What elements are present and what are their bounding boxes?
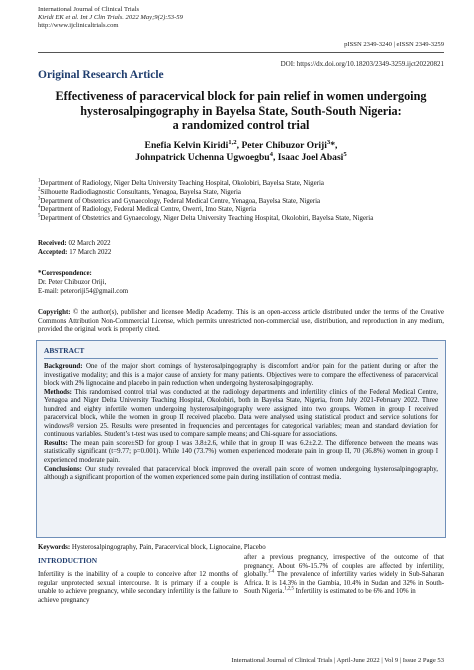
dates <box>38 240 111 258</box>
affiliation: $^2$Silhouette Radiodiagnostic Consultants, Yenagoa, Bayelsa State, Nigeria <box>38 187 241 196</box>
intro-left-column <box>38 571 238 611</box>
intro-paragraph: Infertility is the inability of a couple to conceive after 12 months of regular unprotected sexual intercourse. It is primary if a couple is unable to achieve pregnancy, while secondary infertility is the failure to achieve pregnancy <box>38 571 238 604</box>
affiliation: $^4$Department of Radiology, Federal Medical Centre, Owerri, Imo State, Nigeria <box>38 205 257 214</box>
keywords: Keywords: Hysterosalpingography, Pain, Paracervical block, Lignocaine, Placebo <box>38 544 266 551</box>
affiliations <box>38 180 444 224</box>
affiliation: $^3$Department of Obstetrics and Gynaecology, Federal Medical Centre, Yenagoa, Bayelsa State, Nigeria <box>38 196 321 205</box>
introduction-heading: INTRODUCTION <box>38 556 98 565</box>
abstract-conclusions: Conclusions: Our study revealed that paracervical block improved the overall pain score of women undergoing hysterosalpingography, although a significant proportion of the women experienced some pain during instillation of contrast media. <box>44 465 438 482</box>
doi[interactable]: DOI: https://dx.doi.org/10.18203/2349-3259.ijct20220821 <box>280 60 444 68</box>
journal-name: International Journal of Clinical Trials <box>38 6 140 13</box>
accepted-date: Accepted: 17 March 2022 <box>38 248 112 256</box>
title-line: hysterosalpingography in Bayelsa State, South-South Nigeria: <box>80 103 402 118</box>
intro-paragraph: after a previous pregnancy, irrespective of the outcome of that pregnancy. About 6%-15.7% of couples are affected by infertility, globally.$^{1-4}$ The prevalence of infertility varies widely in Sub-Saharan Africa. It is 14.3% in the Gambia, 10.4% in Sudan and 32% in South-South Nigeria.$^{1,2,5}$ Infertility is estimated to be 6% and 10% in <box>244 554 444 596</box>
authors-line-2: Johnpatrick Uchenna Ugwoegbu$^4$, Isaac Joel Abasi$^5$ <box>135 150 347 163</box>
abstract-heading: ABSTRACT <box>44 346 438 359</box>
title-line: a randomized control trial <box>172 118 310 133</box>
received-date: Received: 02 March 2022 <box>38 240 111 247</box>
article-type: Original Research Article <box>38 69 164 81</box>
abstract-methods: Methods: This randomised control trial was conducted at the radiology departments and infertility clinics of the Federal Medical Centre, Yenagoa and Niger Delta University Teaching Hospital, Okolobiri, both in Bayelsa State, Nigeria, from July 2021-February 2022. Three hundred and eighty infertile women undergoing hysterosalpingography were assigned into two groups. Women in group I received paracervical block, while the women in group II received placebo. Data were analysed using statistical product and service solutions for windows® version 25. Results were presented in frequencies and percentages for categorical variables; mean and standard deviation for continuous variables. Student’s t-test was used to compare sample means; and Chi-square for associations. <box>44 388 438 439</box>
header-divider <box>38 52 444 53</box>
copyright: Copyright: © the author(s), publisher and licensee Medip Academy. This is an open-access article distributed under the terms of the Creative Commons Attribution Non-Commercial License, which permits unrestricted non-commercial use, distribution, and reproduction in any medium, provided the original work is properly cited. <box>38 309 444 334</box>
correspondence-name: Dr. Peter Chibuzor Oriji, <box>38 278 107 286</box>
authors-line-1: Enefia Kelvin Kiridi$^{1,2}$, Peter Chibuzor Oriji$^3$*, <box>144 138 338 151</box>
affiliation: $^5$Department of Obstetrics and Gynaecology, Niger Delta University Teaching Hospital, Okolobiri, Bayelsa State, Nigeria <box>38 213 374 223</box>
paper-title <box>38 89 444 133</box>
abstract-results: Results: The mean pain score±SD for group I was 3.8±2.6, while that in group II was 6.2±2.2. The difference between the means was statistically significant (t=9.77; p=0.001). While 140 (73.7%) women experienced moderate pain in group II, 70 (36.8%) women in group I experienced moderate pain. <box>44 439 438 465</box>
citation: Kiridi EK et al. Int J Clin Trials. 2022 May;9(2):53-59 <box>38 14 183 22</box>
affiliation: $^1$Department of Radiology, Niger Delta University Teaching Hospital, Okolobiri, Bayelsa State, Nigeria <box>38 178 324 187</box>
correspondence-label: *Correspondence: <box>38 270 92 277</box>
issn: pISSN 2349-3240 | eISSN 2349-3259 <box>344 41 444 48</box>
journal-header <box>38 6 183 31</box>
abstract-box <box>36 340 446 538</box>
title-line: Effectiveness of paracervical block for pain relief in women undergoing <box>55 89 427 103</box>
abstract-background: Background: One of the major short comings of hysterosalpingography is discomfort and/or pain for the patient during or after the investigative modality; and this is a major cause of anxiety for many patients. Objectives were to compare the effectiveness of paracervical block with 2% lignocaine and placebo in pain reduction when undergoing hysterosalpingography. <box>44 363 438 388</box>
journal-website[interactable]: http://www.ijclinicaltrials.com <box>38 22 119 30</box>
correspondence <box>38 270 128 296</box>
intro-right-column <box>244 554 444 603</box>
page-footer: International Journal of Clinical Trials | April-June 2022 | Vol 9 | Issue 2 Page 53 <box>231 657 444 664</box>
authors <box>38 140 444 163</box>
correspondence-email[interactable]: E-mail: peteroriji54@gmail.com <box>38 287 129 295</box>
